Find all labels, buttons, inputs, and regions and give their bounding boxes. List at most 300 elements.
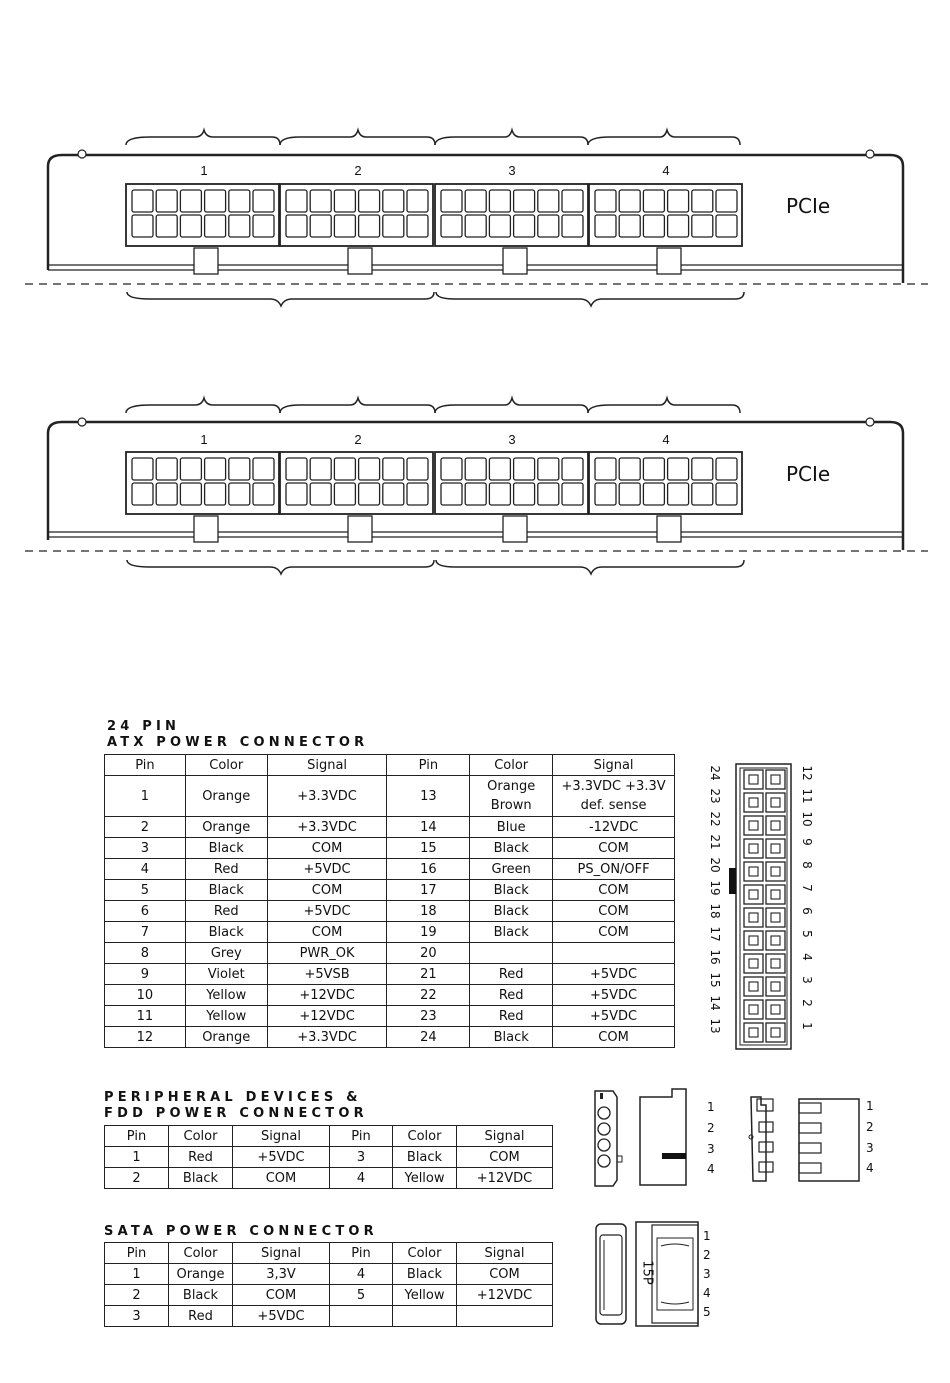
pcie-pin-cell bbox=[489, 483, 510, 505]
table-cell: Black bbox=[470, 922, 553, 943]
molex-number-3: 3 bbox=[707, 1142, 715, 1156]
pcie-pin-cell bbox=[668, 483, 689, 505]
pcie-pin-cell bbox=[668, 215, 689, 237]
pcie-bottom-group-label-4: 4 bbox=[662, 432, 670, 447]
fdd-number-1: 1 bbox=[866, 1099, 874, 1113]
table-cell: 13 bbox=[387, 776, 470, 817]
table-cell: 21 bbox=[387, 964, 470, 985]
pcie-pin-cell bbox=[489, 190, 510, 212]
pcie-pin-cell bbox=[441, 190, 462, 212]
pcie-pin-cell bbox=[562, 190, 583, 212]
table-cell: PS_ON/OFF bbox=[553, 859, 675, 880]
pcie-pin-cell bbox=[383, 458, 404, 480]
pcie-top-group-label-3: 3 bbox=[508, 163, 516, 178]
atx-pin-number: 1 bbox=[800, 1022, 814, 1030]
table-cell: +5VSB bbox=[267, 964, 387, 985]
pcie-pin-cell bbox=[286, 458, 307, 480]
atx-pin-cell bbox=[744, 954, 763, 973]
pcie-bottom-group-label-1: 1 bbox=[200, 432, 208, 447]
pcie-pin-cell bbox=[562, 458, 583, 480]
atx-header-cell: Pin bbox=[105, 755, 186, 776]
pcie-pin-cell bbox=[253, 215, 274, 237]
table-cell: Black bbox=[470, 880, 553, 901]
atx-pin-cell bbox=[744, 931, 763, 950]
pcie-pin-cell bbox=[205, 483, 226, 505]
pcie-pin-cell bbox=[668, 190, 689, 212]
pcie-pin-cell bbox=[286, 483, 307, 505]
pcie-latch-tab bbox=[503, 248, 527, 274]
pcie-bottom-drawing bbox=[0, 395, 950, 595]
table-row bbox=[105, 880, 675, 901]
pcie-pin-cell bbox=[692, 483, 713, 505]
atx-pin-number: 3 bbox=[800, 976, 814, 984]
atx-pin-contact bbox=[771, 798, 780, 807]
table-cell: Red bbox=[185, 859, 267, 880]
table-cell: COM bbox=[267, 880, 387, 901]
table-cell: 7 bbox=[105, 922, 186, 943]
atx-pin-number: 11 bbox=[800, 788, 814, 804]
pcie-latch-tab bbox=[657, 248, 681, 274]
pcie-pin-cell bbox=[441, 215, 462, 237]
atx-pin-contact bbox=[771, 936, 780, 945]
table-cell: Orange Brown bbox=[470, 776, 553, 817]
table-cell bbox=[470, 943, 553, 964]
peripheral-title-line1: PERIPHERAL DEVICES & bbox=[104, 1090, 362, 1105]
table-cell: 2 bbox=[105, 1168, 169, 1189]
table-cell: Orange bbox=[169, 1264, 233, 1285]
pcie-pin-cell bbox=[643, 190, 664, 212]
table-cell: COM bbox=[267, 838, 387, 859]
sata-title: SATA POWER CONNECTOR bbox=[104, 1224, 378, 1239]
pcie-pin-cell bbox=[205, 215, 226, 237]
table-row bbox=[105, 1027, 675, 1048]
atx-pin-cell bbox=[744, 793, 763, 812]
table-cell: Black bbox=[185, 838, 267, 859]
sata-header-cell: Signal bbox=[233, 1243, 330, 1264]
pcie-top-side-label: PCIe bbox=[786, 194, 831, 218]
table-cell: Black bbox=[470, 901, 553, 922]
table-cell: 6 bbox=[105, 901, 186, 922]
table-cell: +12VDC bbox=[457, 1168, 553, 1189]
atx-pin-cell bbox=[766, 862, 785, 881]
pcie-pin-cell bbox=[407, 483, 428, 505]
peripheral-title bbox=[104, 1090, 368, 1122]
table-cell: Grey bbox=[185, 943, 267, 964]
atx-title bbox=[107, 719, 368, 751]
pcie-pin-cell bbox=[359, 215, 380, 237]
pcie-pin-cell bbox=[489, 215, 510, 237]
molex-number-1: 1 bbox=[707, 1100, 715, 1114]
pcie-pin-cell bbox=[465, 190, 486, 212]
table-cell: 2 bbox=[105, 1285, 169, 1306]
atx-pin-contact bbox=[749, 890, 758, 899]
sata-header-cell: Pin bbox=[330, 1243, 393, 1264]
table-cell: 5 bbox=[105, 880, 186, 901]
table-cell: 18 bbox=[387, 901, 470, 922]
molex-number-4: 4 bbox=[707, 1162, 715, 1176]
table-cell: COM bbox=[267, 922, 387, 943]
pcie-pin-cell bbox=[538, 215, 559, 237]
pcie-pin-cell bbox=[156, 483, 177, 505]
table-cell: 3 bbox=[105, 1306, 169, 1327]
pcie-latch-tab bbox=[657, 516, 681, 542]
table-cell: Yellow bbox=[393, 1168, 457, 1189]
table-cell: 1 bbox=[105, 1264, 169, 1285]
pcie-pin-cell bbox=[334, 483, 355, 505]
atx-title-line1: 24 PIN bbox=[107, 719, 181, 734]
pcie-pin-cell bbox=[229, 458, 250, 480]
atx-table-header bbox=[105, 755, 675, 776]
table-row bbox=[105, 1264, 553, 1285]
pcie-pin-cell bbox=[441, 483, 462, 505]
table-cell: 4 bbox=[330, 1168, 393, 1189]
table-cell: +3.3VDC bbox=[267, 1027, 387, 1048]
sata-header-cell: Pin bbox=[105, 1243, 169, 1264]
table-cell: Red bbox=[470, 1006, 553, 1027]
table-cell: Black bbox=[393, 1147, 457, 1168]
table-cell bbox=[393, 1306, 457, 1327]
pcie-pin-cell bbox=[562, 483, 583, 505]
atx-pin-contact bbox=[771, 775, 780, 784]
pcie-pin-cell bbox=[692, 215, 713, 237]
pcie-pin-cell bbox=[253, 458, 274, 480]
pcie-diagram-bottom bbox=[0, 395, 950, 595]
atx-pin-number: 17 bbox=[708, 926, 722, 942]
table-cell: -12VDC bbox=[553, 817, 675, 838]
pcie-pin-cell bbox=[180, 215, 201, 237]
pcie-pin-cell bbox=[692, 458, 713, 480]
atx-pin-contact bbox=[771, 867, 780, 876]
atx-header-cell: Signal bbox=[267, 755, 387, 776]
table-row bbox=[105, 922, 675, 943]
table-cell: Black bbox=[470, 838, 553, 859]
table-row bbox=[105, 943, 675, 964]
pcie-pin-cell bbox=[643, 483, 664, 505]
table-cell: Red bbox=[470, 985, 553, 1006]
atx-pin-contact bbox=[771, 982, 780, 991]
table-cell: COM bbox=[233, 1168, 330, 1189]
atx-pin-number: 2 bbox=[800, 999, 814, 1007]
table-cell: Black bbox=[470, 1027, 553, 1048]
atx-pin-cell bbox=[766, 793, 785, 812]
pcie-pin-cell bbox=[156, 458, 177, 480]
table-cell: 5 bbox=[330, 1285, 393, 1306]
table-cell: 19 bbox=[387, 922, 470, 943]
sata-table-header bbox=[105, 1243, 553, 1264]
table-cell: Red bbox=[470, 964, 553, 985]
table-row bbox=[105, 817, 675, 838]
table-cell: +5VDC bbox=[267, 901, 387, 922]
atx-pin-cell bbox=[766, 1023, 785, 1042]
table-cell: 4 bbox=[330, 1264, 393, 1285]
table-cell: 20 bbox=[387, 943, 470, 964]
atx-pin-contact bbox=[749, 798, 758, 807]
table-cell: 22 bbox=[387, 985, 470, 1006]
pcie-pin-cell bbox=[310, 458, 331, 480]
atx-pin-cell bbox=[744, 1000, 763, 1019]
table-cell: COM bbox=[553, 922, 675, 943]
atx-pin-contact bbox=[749, 867, 758, 876]
atx-pin-contact bbox=[749, 775, 758, 784]
pcie-pin-cell bbox=[562, 215, 583, 237]
table-cell: COM bbox=[553, 880, 675, 901]
table-cell: 11 bbox=[105, 1006, 186, 1027]
table-cell: +3.3VDC +3.3V def. sense bbox=[553, 776, 675, 817]
pcie-pin-cell bbox=[407, 190, 428, 212]
table-cell: COM bbox=[457, 1147, 553, 1168]
pcie-pin-cell bbox=[132, 190, 153, 212]
pcie-pin-cell bbox=[489, 458, 510, 480]
table-cell: 15 bbox=[387, 838, 470, 859]
pcie-pin-cell bbox=[668, 458, 689, 480]
table-cell: 24 bbox=[387, 1027, 470, 1048]
atx-pin-contact bbox=[749, 959, 758, 968]
pcie-pin-cell bbox=[538, 483, 559, 505]
table-cell bbox=[330, 1306, 393, 1327]
atx-pin-cell bbox=[744, 977, 763, 996]
sata-number-2: 2 bbox=[703, 1248, 711, 1262]
atx-pin-number: 23 bbox=[708, 788, 722, 804]
atx-title-line2: ATX POWER CONNECTOR bbox=[107, 735, 369, 750]
peripheral-pin-table bbox=[104, 1125, 553, 1189]
pcie-pin-cell bbox=[286, 215, 307, 237]
table-cell: 3,3V bbox=[233, 1264, 330, 1285]
atx-pin-number: 10 bbox=[800, 811, 814, 827]
table-row bbox=[105, 1006, 675, 1027]
pcie-top-group-label-4: 4 bbox=[662, 163, 670, 178]
table-cell: Orange bbox=[185, 1027, 267, 1048]
pcie-pin-cell bbox=[441, 458, 462, 480]
pcie-bottom-side-label: PCIe bbox=[786, 462, 831, 486]
sata-pin-table bbox=[104, 1242, 553, 1327]
pcie-pin-cell bbox=[383, 483, 404, 505]
atx-pin-cell bbox=[766, 770, 785, 789]
pcie-diagram-top bbox=[0, 0, 950, 320]
pcie-pin-cell bbox=[180, 190, 201, 212]
atx-pin-contact bbox=[749, 1028, 758, 1037]
sata-number-3: 3 bbox=[703, 1267, 711, 1281]
sata-number-5: 5 bbox=[703, 1305, 711, 1319]
pcie-latch-tab bbox=[194, 516, 218, 542]
table-cell: COM bbox=[233, 1285, 330, 1306]
table-cell: +5VDC bbox=[553, 1006, 675, 1027]
table-cell bbox=[457, 1306, 553, 1327]
sata-header-cell: Color bbox=[393, 1243, 457, 1264]
table-cell bbox=[553, 943, 675, 964]
peripheral-header-cell: Pin bbox=[330, 1126, 393, 1147]
pcie-pin-cell bbox=[643, 215, 664, 237]
pcie-bottom-group-label-3: 3 bbox=[508, 432, 516, 447]
pcie-top-drawing bbox=[0, 0, 950, 320]
pcie-pin-cell bbox=[619, 215, 640, 237]
sata-number-4: 4 bbox=[703, 1286, 711, 1300]
table-cell: 14 bbox=[387, 817, 470, 838]
atx-pin-cell bbox=[766, 908, 785, 927]
pcie-pin-cell bbox=[310, 483, 331, 505]
atx-pin-contact bbox=[771, 959, 780, 968]
table-cell: 3 bbox=[330, 1147, 393, 1168]
pcie-latch-tab bbox=[503, 516, 527, 542]
table-cell: Yellow bbox=[185, 1006, 267, 1027]
sata-header-cell: Signal bbox=[457, 1243, 553, 1264]
table-cell: Black bbox=[169, 1168, 233, 1189]
atx-pin-cell bbox=[766, 1000, 785, 1019]
fdd-number-3: 3 bbox=[866, 1141, 874, 1155]
pcie-pin-cell bbox=[132, 458, 153, 480]
pcie-pin-cell bbox=[334, 215, 355, 237]
peripheral-table-header bbox=[105, 1126, 553, 1147]
atx-pin-number: 13 bbox=[708, 1018, 722, 1034]
pcie-pin-cell bbox=[229, 215, 250, 237]
pcie-bottom-group-label-2: 2 bbox=[354, 432, 362, 447]
pcie-pin-cell bbox=[359, 458, 380, 480]
pcie-pin-cell bbox=[465, 215, 486, 237]
table-cell: 17 bbox=[387, 880, 470, 901]
atx-pin-number: 7 bbox=[800, 884, 814, 892]
table-cell: Black bbox=[393, 1264, 457, 1285]
pcie-pin-cell bbox=[334, 458, 355, 480]
atx-pin-contact bbox=[749, 936, 758, 945]
table-cell: Yellow bbox=[185, 985, 267, 1006]
pcie-pin-cell bbox=[205, 190, 226, 212]
atx-pin-contact bbox=[771, 1005, 780, 1014]
atx-pin-number: 8 bbox=[800, 861, 814, 869]
pcie-pin-cell bbox=[465, 483, 486, 505]
table-cell: Orange bbox=[185, 776, 267, 817]
pcie-pin-cell bbox=[359, 483, 380, 505]
table-cell: Yellow bbox=[393, 1285, 457, 1306]
table-cell: 4 bbox=[105, 859, 186, 880]
table-cell: +5VDC bbox=[553, 985, 675, 1006]
atx-pin-cell bbox=[744, 816, 763, 835]
table-cell: Red bbox=[169, 1147, 233, 1168]
table-row bbox=[105, 859, 675, 880]
pcie-pin-cell bbox=[286, 190, 307, 212]
table-cell: +12VDC bbox=[267, 1006, 387, 1027]
table-cell: COM bbox=[553, 1027, 675, 1048]
atx-pin-contact bbox=[771, 821, 780, 830]
pcie-latch-tab bbox=[194, 248, 218, 274]
peripheral-header-cell: Signal bbox=[233, 1126, 330, 1147]
atx-pin-cell bbox=[766, 885, 785, 904]
table-cell: 9 bbox=[105, 964, 186, 985]
pcie-pin-cell bbox=[692, 190, 713, 212]
atx-pin-contact bbox=[749, 1005, 758, 1014]
pcie-pin-cell bbox=[156, 190, 177, 212]
peripheral-title-line2: FDD POWER CONNECTOR bbox=[104, 1106, 368, 1121]
pcie-pin-cell bbox=[229, 483, 250, 505]
pcie-pin-cell bbox=[465, 458, 486, 480]
table-cell: +3.3VDC bbox=[267, 817, 387, 838]
table-cell: COM bbox=[457, 1264, 553, 1285]
pcie-pin-cell bbox=[619, 483, 640, 505]
fdd-number-4: 4 bbox=[866, 1161, 874, 1175]
table-cell: +12VDC bbox=[457, 1285, 553, 1306]
pcie-pin-cell bbox=[156, 215, 177, 237]
table-cell: +3.3VDC bbox=[267, 776, 387, 817]
table-row bbox=[105, 964, 675, 985]
atx-pin-cell bbox=[766, 977, 785, 996]
pcie-pin-cell bbox=[619, 190, 640, 212]
table-cell: 23 bbox=[387, 1006, 470, 1027]
table-cell: PWR_OK bbox=[267, 943, 387, 964]
pcie-pin-cell bbox=[716, 215, 737, 237]
atx-pin-table bbox=[104, 754, 675, 1048]
table-cell: +5VDC bbox=[233, 1147, 330, 1168]
atx-pin-number: 5 bbox=[800, 930, 814, 938]
pcie-pin-cell bbox=[383, 215, 404, 237]
atx-pin-contact bbox=[749, 821, 758, 830]
atx-pin-number: 15 bbox=[708, 972, 722, 988]
pcie-pin-cell bbox=[538, 190, 559, 212]
atx-pin-cell bbox=[766, 816, 785, 835]
pcie-top-group-label-2: 2 bbox=[354, 163, 362, 178]
pcie-pin-cell bbox=[253, 190, 274, 212]
table-cell: Orange bbox=[185, 817, 267, 838]
molex-number-2: 2 bbox=[707, 1121, 715, 1135]
pcie-pin-cell bbox=[132, 215, 153, 237]
atx-pin-cell bbox=[744, 885, 763, 904]
table-row bbox=[105, 901, 675, 922]
pcie-pin-cell bbox=[538, 458, 559, 480]
pcie-pin-cell bbox=[595, 483, 616, 505]
table-cell: 12 bbox=[105, 1027, 186, 1048]
atx-pin-cell bbox=[744, 862, 763, 881]
table-cell: 8 bbox=[105, 943, 186, 964]
peripheral-header-cell: Pin bbox=[105, 1126, 169, 1147]
fdd-number-2: 2 bbox=[866, 1120, 874, 1134]
peripheral-connector-drawing bbox=[585, 1085, 895, 1190]
pcie-pin-cell bbox=[229, 190, 250, 212]
pcie-pin-cell bbox=[334, 190, 355, 212]
atx-pin-cell bbox=[744, 770, 763, 789]
table-row bbox=[105, 985, 675, 1006]
pcie-pin-cell bbox=[514, 483, 535, 505]
pcie-pin-cell bbox=[595, 190, 616, 212]
atx-pin-contact bbox=[749, 913, 758, 922]
table-cell: Black bbox=[185, 880, 267, 901]
pcie-top-group-label-1: 1 bbox=[200, 163, 208, 178]
pcie-latch-tab bbox=[348, 248, 372, 274]
table-row bbox=[105, 1147, 553, 1168]
pcie-pin-cell bbox=[643, 458, 664, 480]
table-cell: 2 bbox=[105, 817, 186, 838]
table-cell: Violet bbox=[185, 964, 267, 985]
table-cell: 10 bbox=[105, 985, 186, 1006]
sata-number-1: 1 bbox=[703, 1229, 711, 1243]
atx-pin-number: 24 bbox=[708, 765, 722, 781]
pcie-pin-cell bbox=[716, 190, 737, 212]
pcie-pin-cell bbox=[595, 458, 616, 480]
atx-pin-number: 4 bbox=[800, 953, 814, 961]
table-cell: Black bbox=[169, 1285, 233, 1306]
table-cell: COM bbox=[553, 901, 675, 922]
pcie-pin-cell bbox=[514, 215, 535, 237]
table-cell: 1 bbox=[105, 776, 186, 817]
table-cell: +5VDC bbox=[233, 1306, 330, 1327]
atx-pin-number: 12 bbox=[800, 765, 814, 781]
pcie-pin-cell bbox=[383, 190, 404, 212]
table-cell: 3 bbox=[105, 838, 186, 859]
atx-pin-contact bbox=[771, 844, 780, 853]
atx-pin-cell bbox=[744, 1023, 763, 1042]
table-cell: +12VDC bbox=[267, 985, 387, 1006]
pcie-pin-cell bbox=[310, 215, 331, 237]
atx-pin-cell bbox=[766, 839, 785, 858]
pcie-pin-cell bbox=[514, 190, 535, 212]
table-cell: COM bbox=[553, 838, 675, 859]
atx-pin-number: 20 bbox=[708, 857, 722, 873]
